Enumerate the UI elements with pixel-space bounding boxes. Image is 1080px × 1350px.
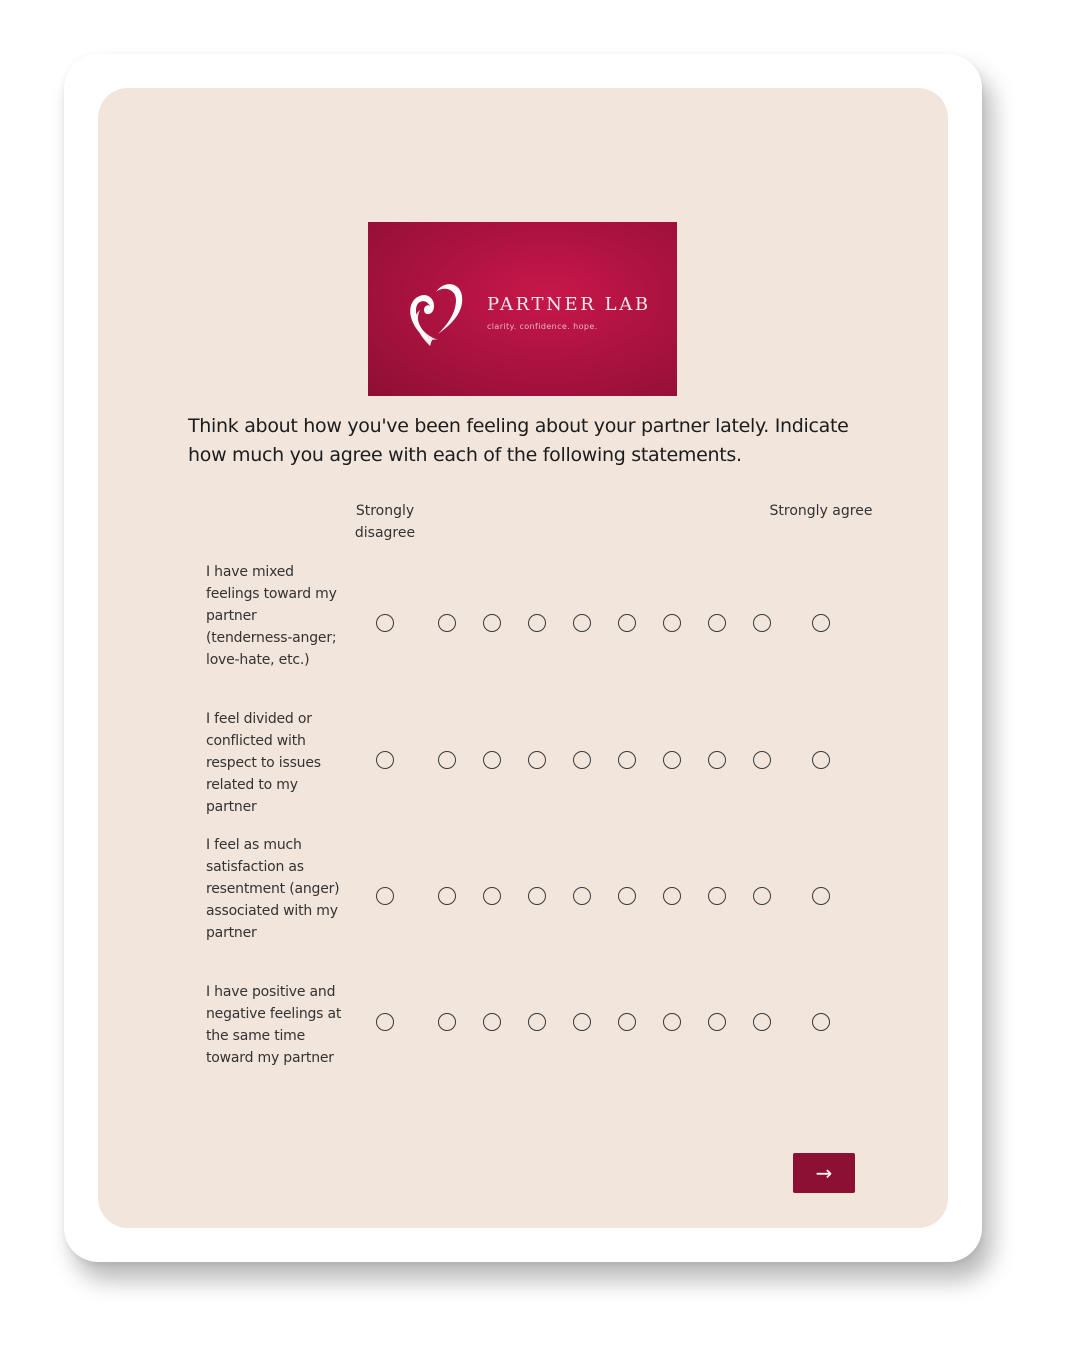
radio-option-2-1[interactable] [376,751,394,769]
radio-option-4-7[interactable] [663,1013,681,1031]
scale-label-strongly-disagree: Strongly disagree [354,503,416,541]
radio-option-2-8[interactable] [708,751,726,769]
radio-option-2-2[interactable] [438,751,456,769]
radio-option-1-7[interactable] [663,614,681,632]
statement-label: I have mixed feelings toward my partner (tenderness-anger; love-hate, etc.) [206,564,337,668]
radio-option-2-7[interactable] [663,751,681,769]
radio-option-3-10[interactable] [812,887,830,905]
radio-option-4-8[interactable] [708,1013,726,1031]
radio-option-3-8[interactable] [708,887,726,905]
radio-option-4-9[interactable] [753,1013,771,1031]
statement-label: I feel as much satisfaction as resentment (anger) associated with my partner [206,837,340,941]
radio-option-1-1[interactable] [376,614,394,632]
radio-option-1-10[interactable] [812,614,830,632]
radio-option-1-9[interactable] [753,614,771,632]
radio-option-2-6[interactable] [618,751,636,769]
radio-option-4-6[interactable] [618,1013,636,1031]
radio-option-4-10[interactable] [812,1013,830,1031]
arrow-right-icon: → [815,1161,833,1185]
radio-option-2-4[interactable] [528,751,546,769]
radio-option-3-3[interactable] [483,887,501,905]
radio-option-1-6[interactable] [618,614,636,632]
radio-option-2-10[interactable] [812,751,830,769]
radio-option-4-4[interactable] [528,1013,546,1031]
radio-option-1-5[interactable] [573,614,591,632]
scale-label-strongly-agree: Strongly agree [769,503,873,519]
brand-tagline: clarity. confidence. hope. [487,322,598,331]
partner-lab-logo [368,222,677,396]
radio-option-4-1[interactable] [376,1013,394,1031]
radio-option-4-5[interactable] [573,1013,591,1031]
radio-option-3-5[interactable] [573,887,591,905]
radio-option-3-7[interactable] [663,887,681,905]
radio-option-2-3[interactable] [483,751,501,769]
radio-option-3-4[interactable] [528,887,546,905]
radio-option-1-4[interactable] [528,614,546,632]
radio-option-3-1[interactable] [376,887,394,905]
radio-option-2-9[interactable] [753,751,771,769]
radio-option-2-5[interactable] [573,751,591,769]
radio-option-4-2[interactable] [438,1013,456,1031]
radio-option-1-8[interactable] [708,614,726,632]
statement-label: I have positive and negative feelings at the same time toward my partner [206,984,342,1066]
radio-option-1-2[interactable] [438,614,456,632]
brand-name: PARTNER LAB [487,294,651,315]
question-instructions: Think about how you've been feeling about your partner lately. Indicate how much you agree with each of the following statements. [188,415,849,466]
radio-option-4-3[interactable] [483,1013,501,1031]
next-button[interactable] [793,1153,855,1193]
radio-option-3-9[interactable] [753,887,771,905]
radio-option-3-6[interactable] [618,887,636,905]
radio-option-1-3[interactable] [483,614,501,632]
statement-label: I feel divided or conflicted with respect to issues related to my partner [206,711,321,815]
radio-option-3-2[interactable] [438,887,456,905]
